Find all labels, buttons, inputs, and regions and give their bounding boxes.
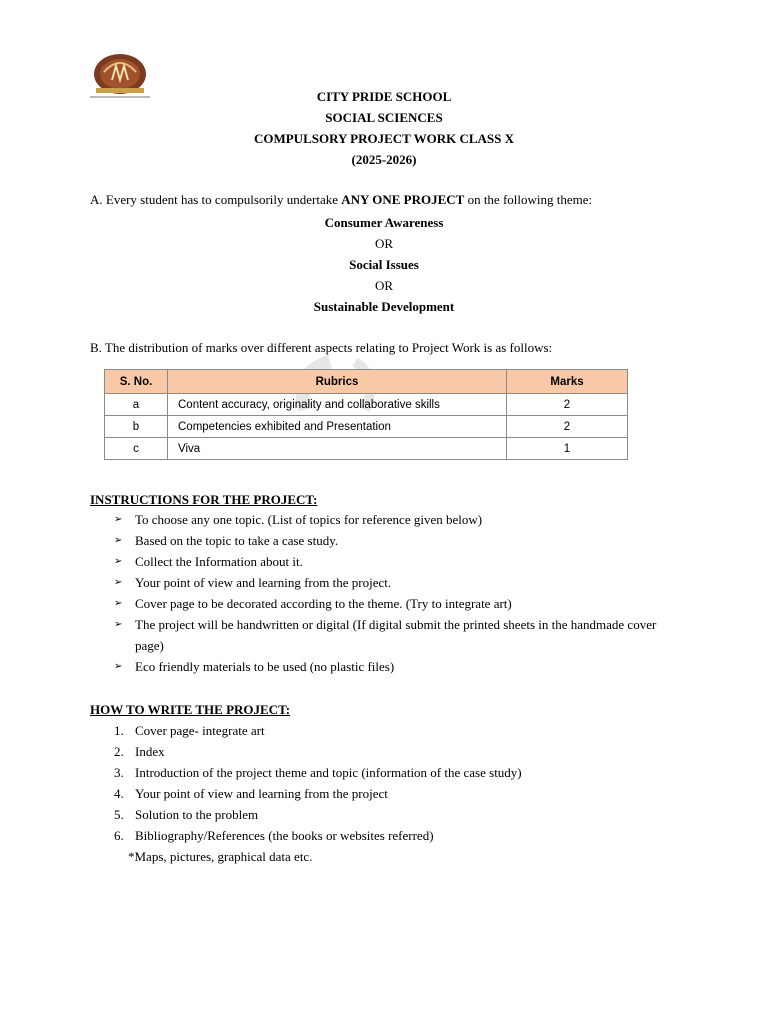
row-marks: 2 [507, 394, 628, 416]
row-sno: c [105, 438, 168, 460]
list-item-text: Cover page to be decorated according to the theme. (Try to integrate art) [135, 596, 512, 611]
instructions-title: INSTRUCTIONS FOR THE PROJECT: [90, 492, 318, 507]
header-sno: S. No. [105, 370, 168, 394]
row-marks: 2 [507, 416, 628, 438]
table-row [105, 438, 628, 460]
step-number: 5. [114, 807, 124, 822]
step-number: 1. [114, 723, 124, 738]
step-text: Your point of view and learning from the project [135, 786, 388, 801]
footnote: *Maps, pictures, graphical data etc. [128, 849, 313, 864]
step-text: Bibliography/References (the books or websites referred) [135, 828, 434, 843]
session-year: (2025-2026) [351, 152, 417, 167]
row-sno: b [105, 416, 168, 438]
step-text: Cover page- integrate art [135, 723, 265, 738]
document-title: COMPULSORY PROJECT WORK CLASS X [253, 131, 515, 146]
row-sno: a [105, 394, 168, 416]
list-item [114, 741, 522, 762]
list-item [114, 593, 674, 614]
arrow-bullet-icon: ➢ [114, 598, 123, 609]
arrow-bullet-icon: ➢ [114, 514, 123, 525]
list-item-text: Eco friendly materials to be used (no plastic files) [135, 659, 395, 674]
list-item-text: Collect the Information about it. [135, 554, 303, 569]
paragraph-b: B. The distribution of marks over different aspects relating to Project Work is as follows: [90, 340, 553, 355]
list-item-text: Your point of view and learning from the project. [135, 575, 392, 590]
document-header [0, 86, 768, 170]
list-item-text: To choose any one topic. (List of topics for reference given below) [135, 512, 483, 527]
header-marks: Marks [507, 370, 628, 394]
theme-list [0, 212, 768, 317]
or-separator: OR [374, 236, 394, 251]
theme-social-issues: Social Issues [349, 257, 419, 272]
arrow-bullet-icon: ➢ [114, 619, 123, 630]
list-item [114, 572, 674, 593]
step-text: Solution to the problem [135, 807, 259, 822]
list-item [114, 804, 522, 825]
list-item [114, 762, 522, 783]
arrow-bullet-icon: ➢ [114, 535, 123, 546]
paragraph-a-prefix: A. Every student has to compulsorily undertake [90, 192, 342, 207]
instructions-list [114, 509, 674, 677]
row-rubric: Competencies exhibited and Presentation [168, 416, 507, 438]
step-number: 2. [114, 744, 124, 759]
school-name: CITY PRIDE SCHOOL [316, 89, 452, 104]
or-separator: OR [374, 278, 394, 293]
step-number: 3. [114, 765, 124, 780]
row-rubric: Content accuracy, originality and collaborative skills [168, 394, 507, 416]
arrow-bullet-icon: ➢ [114, 577, 123, 588]
how-to-title: HOW TO WRITE THE PROJECT: [90, 702, 291, 717]
step-text: Introduction of the project theme and topic (information of the case study) [135, 765, 522, 780]
list-item [114, 656, 674, 677]
row-rubric: Viva [168, 438, 507, 460]
list-item [114, 825, 522, 846]
header-rubrics: Rubrics [168, 370, 507, 394]
list-item [114, 509, 674, 530]
table-row [105, 416, 628, 438]
paragraph-a [90, 191, 592, 208]
step-number: 4. [114, 786, 124, 801]
arrow-bullet-icon: ➢ [114, 661, 123, 672]
list-item [114, 614, 674, 656]
list-item [114, 530, 674, 551]
list-item [114, 720, 522, 741]
list-item-text: The project will be handwritten or digital (If digital submit the printed sheets in the handmade cover page) [135, 617, 657, 653]
paragraph-a-emphasis: ANY ONE PROJECT [341, 192, 465, 207]
list-item [114, 783, 522, 804]
subject-name: SOCIAL SCIENCES [325, 110, 443, 125]
table-row [105, 394, 628, 416]
arrow-bullet-icon: ➢ [114, 556, 123, 567]
row-marks: 1 [507, 438, 628, 460]
theme-sustainable-development: Sustainable Development [313, 299, 455, 314]
list-item-text: Based on the topic to take a case study. [135, 533, 339, 548]
table-header-row [105, 370, 628, 394]
step-text: Index [135, 744, 165, 759]
list-item [114, 551, 674, 572]
step-number: 6. [114, 828, 124, 843]
theme-consumer-awareness: Consumer Awareness [324, 215, 444, 230]
rubric-table [104, 369, 628, 460]
how-to-list [114, 720, 522, 846]
paragraph-a-suffix: on the following theme: [464, 192, 593, 207]
